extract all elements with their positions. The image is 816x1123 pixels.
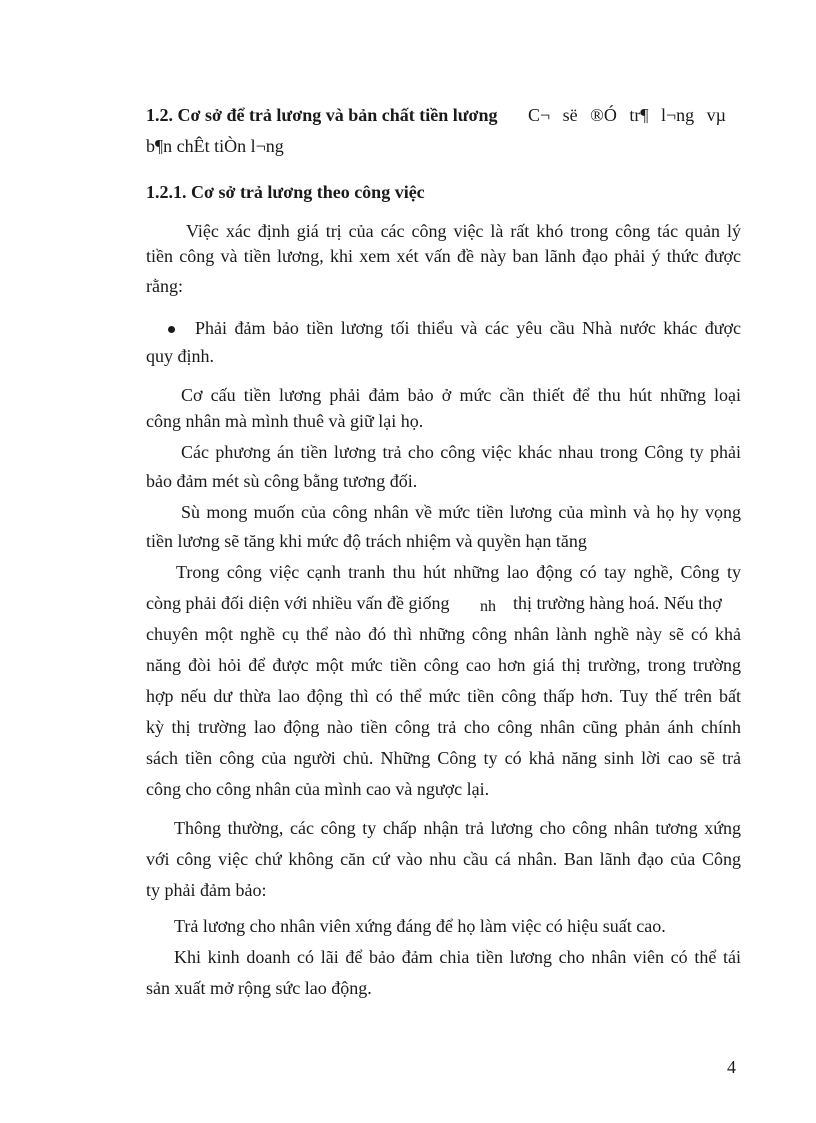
- desire-line-2: tiền lương sẽ tăng khi mức độ trách nhiệm và quyền hạn tăng: [146, 531, 587, 551]
- competition-line-3: chuyên một nghề cụ thể nào đó thì những công nhân lành nghề này sẽ có khả: [146, 624, 741, 644]
- competition-line-7: sách tiền công của người chủ. Những Công ty có khả năng sinh lời cao sẽ trả: [146, 748, 741, 768]
- bullet-line-1: Phải đảm bảo tiền lương tối thiểu và các yêu cầu Nhà nước khác được: [195, 318, 741, 338]
- page-number: 4: [727, 1057, 736, 1077]
- competition-line-2-sub: nh: [480, 598, 496, 615]
- competition-line-8: công cho công nhân của mình cao và ngược lại.: [146, 779, 490, 799]
- bullet-dot: [168, 326, 175, 333]
- section-heading-line2: b¶n chÊt tiÒn l¬ng: [146, 136, 284, 156]
- profit-line-1: Khi kinh doanh có lãi để bảo đảm chia tiền lương cho nhân viên có thể tái: [174, 947, 741, 967]
- structure-line-2: công nhân mà mình thuê và giữ lại họ.: [146, 411, 424, 431]
- options-line-1: Các phương án tiền lương trả cho công việc khác nhau trong Công ty phải: [181, 442, 741, 462]
- structure-line-1: Cơ cấu tiền lương phải đảm bảo ở mức cần thiết để thu hút những loại: [181, 385, 741, 405]
- options-line-2: bảo đảm mét sù công bằng tương đối.: [146, 471, 418, 491]
- competition-line-2a: còng phải đối diện với nhiều vấn đề giống: [146, 593, 450, 613]
- usually-line-3: ty phải đảm bảo:: [146, 880, 267, 900]
- pay-line: Trả lương cho nhân viên xứng đáng để họ làm việc có hiệu suất cao.: [174, 916, 666, 936]
- competition-line-1: Trong công việc cạnh tranh thu hút những lao động có tay nghề, Công ty: [176, 562, 741, 582]
- section-heading-line1-garbled: C¬ së ®Ó tr¶ l¬ng vµ: [528, 105, 727, 125]
- bullet-line-2: quy định.: [146, 346, 215, 366]
- subsection-heading: 1.2.1. Cơ sở trả lương theo công việc: [146, 182, 425, 202]
- competition-line-2b: thị trường hàng hoá. Nếu thợ: [513, 593, 722, 613]
- intro-line-3: rằng:: [146, 276, 183, 296]
- intro-line-1: Việc xác định giá trị của các công việc là rất khó trong công tác quản lý: [186, 221, 741, 241]
- usually-line-2: với công việc chứ không căn cứ vào nhu cầu cá nhân. Ban lãnh đạo của Công: [146, 849, 741, 869]
- competition-line-5: hợp nếu dư thừa lao động thì có thể mức tiền công thấp hơn. Tuy thế trên bất: [146, 686, 741, 706]
- competition-line-6: kỳ thị trường lao động nào tiền công trả cho công nhân cũng phản ánh chính: [146, 717, 741, 737]
- section-heading-line1-left: 1.2. Cơ sở để trả lương và bản chất tiền lương: [146, 105, 498, 125]
- usually-line-1: Thông thường, các công ty chấp nhận trả lương cho công nhân tương xứng: [174, 818, 741, 838]
- desire-line-1: Sù mong muốn của công nhân về mức tiền lương của mình và họ hy vọng: [181, 502, 741, 522]
- intro-line-2: tiền công và tiền lương, khi xem xét vấn đề này ban lãnh đạo phải ý thức được: [146, 246, 741, 266]
- profit-line-2: sản xuất mở rộng sức lao động.: [146, 978, 372, 998]
- competition-line-4: năng đòi hỏi để được một mức tiền công cao hơn giá thị trường, trong trường: [146, 655, 741, 675]
